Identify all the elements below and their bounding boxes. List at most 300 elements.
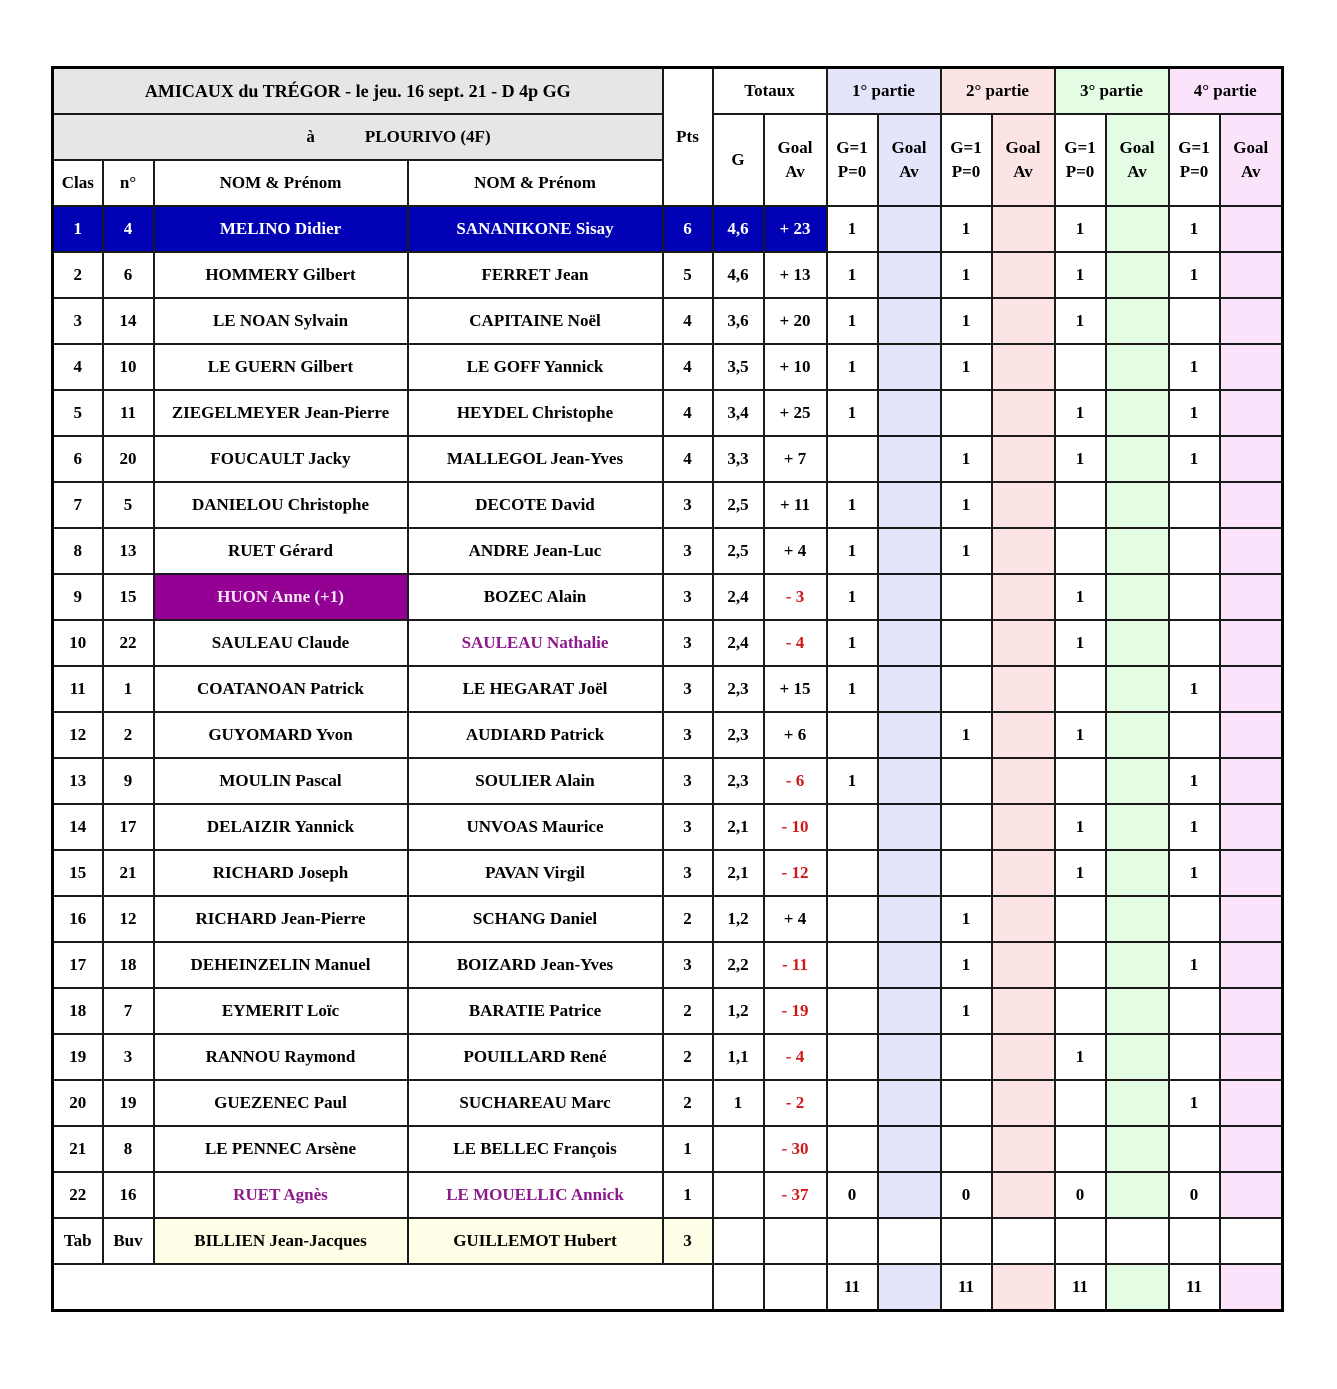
partie-3-result-cell [1055,758,1106,804]
partie-3-result-cell: 1 [1055,436,1106,482]
partie-1-result-cell [827,1034,878,1080]
rank-cell: 6 [53,436,103,482]
partie-2-result-cell: 1 [941,252,992,298]
partie-4-result-cell: 1 [1169,666,1220,712]
partie-3-total-cell: 11 [1055,1264,1106,1311]
team-number-cell: 14 [103,298,154,344]
table-row [53,666,1283,712]
team-number-cell: 18 [103,942,154,988]
rank-cell: 18 [53,988,103,1034]
player2-name-cell: FERRET Jean [408,252,663,298]
partie-2-result-cell [941,850,992,896]
partie-3-goal-cell [1106,344,1169,390]
player2-name-cell: BOIZARD Jean-Yves [408,942,663,988]
buvette-partie-3-result-cell [1055,1218,1106,1264]
partie-2-result-cell: 1 [941,988,992,1034]
partie-2-result-cell: 1 [941,436,992,482]
team-number-cell: 8 [103,1126,154,1172]
goal-average-cell: + 23 [764,206,827,252]
goal-average-cell: + 15 [764,666,827,712]
player2-name-cell: PAVAN Virgil [408,850,663,896]
partie-1-goal-cell [878,390,941,436]
partie-2-goal-cell [992,436,1055,482]
partie-2-goal-cell [992,344,1055,390]
partie-4-result-cell: 1 [1169,436,1220,482]
partie-1-result-cell [827,804,878,850]
team-number-cell: 7 [103,988,154,1034]
g-total-cell: 2,3 [713,666,764,712]
partie-1-goal-cell [878,436,941,482]
partie-2-goal-cell [992,850,1055,896]
buvette-row [53,1218,1283,1264]
partie-2-goal-cell [992,804,1055,850]
partie-1-result-cell: 1 [827,252,878,298]
team-number-cell: 10 [103,344,154,390]
points-cell: 4 [663,298,713,344]
partie-2-goal-cell [992,206,1055,252]
buvette-points-cell: 3 [663,1218,713,1264]
table-row [53,528,1283,574]
player2-name-cell: SUCHAREAU Marc [408,1080,663,1126]
partie-1-result-cell [827,436,878,482]
player2-name-cell: LE BELLEC François [408,1126,663,1172]
partie-1-result-cell [827,712,878,758]
partie-2-goal-cell [992,1172,1055,1218]
partie-3-result-cell: 1 [1055,712,1106,758]
team-number-cell: 20 [103,436,154,482]
rank-cell: 17 [53,942,103,988]
points-cell: 4 [663,344,713,390]
goal-average-cell: - 30 [764,1126,827,1172]
partie-2-goal-cell [992,666,1055,712]
partie-1-goal-cell [878,758,941,804]
team-number-cell: 16 [103,1172,154,1218]
partie-3-goal-cell [1106,1172,1169,1218]
header-nom2: NOM & Prénom [408,160,663,206]
totals-goal-cell [764,1264,827,1311]
table-row [53,1172,1283,1218]
partie-2-goal-cell [992,390,1055,436]
partie-4-total-goal-cell [1220,1264,1283,1311]
points-cell: 3 [663,758,713,804]
player2-name-cell: SANANIKONE Sisay [408,206,663,252]
goal-average-cell: + 25 [764,390,827,436]
player2-name-cell: DECOTE David [408,482,663,528]
partie-1-result-cell: 1 [827,528,878,574]
partie-1-goal-cell [878,298,941,344]
partie-4-result-cell: 1 [1169,850,1220,896]
partie-1-goal-cell [878,850,941,896]
partie-3-result-cell: 1 [1055,850,1106,896]
partie-4-goal-cell [1220,298,1283,344]
rank-cell: 4 [53,344,103,390]
team-number-cell: 3 [103,1034,154,1080]
partie-1-total-goal-cell [878,1264,941,1311]
g-total-cell: 2,5 [713,482,764,528]
page-title: AMICAUX du TRÉGOR - le jeu. 16 sept. 21 - D 4p GG [53,68,663,115]
partie-2-result-cell [941,1034,992,1080]
partie-2-result-cell [941,758,992,804]
partie-1-result-cell: 0 [827,1172,878,1218]
partie-1-result-cell: 1 [827,666,878,712]
goal-average-cell: + 4 [764,528,827,574]
partie-3-result-cell: 1 [1055,620,1106,666]
partie-1-goal-cell [878,344,941,390]
partie-2-goal-cell [992,298,1055,344]
rank-cell: 2 [53,252,103,298]
buvette-partie-1-result-cell [827,1218,878,1264]
rank-cell: 5 [53,390,103,436]
g-total-cell: 2,2 [713,942,764,988]
g-total-cell: 3,3 [713,436,764,482]
partie-2-result-cell [941,1080,992,1126]
partie-2-result-cell [941,666,992,712]
rank-cell: 15 [53,850,103,896]
partie-1-goal-cell [878,1080,941,1126]
goal-average-cell: + 20 [764,298,827,344]
buvette-partie-4-goal-cell [1220,1218,1283,1264]
goal-average-cell: + 4 [764,896,827,942]
partie-3-result-cell: 1 [1055,252,1106,298]
partie-4-total-cell: 11 [1169,1264,1220,1311]
header-partie-1: 1° partie [827,68,941,115]
partie-4-goal-cell [1220,620,1283,666]
partie-4-result-cell: 1 [1169,206,1220,252]
partie-2-result-cell: 0 [941,1172,992,1218]
player1-name-cell: COATANOAN Patrick [154,666,408,712]
location-prefix: à [306,127,315,146]
partie-1-goal-cell [878,942,941,988]
partie-3-result-cell: 1 [1055,574,1106,620]
partie-4-goal-cell [1220,712,1283,758]
buvette-label-tab: Tab [53,1218,103,1264]
table-row [53,804,1283,850]
partie-2-result-cell [941,1126,992,1172]
points-cell: 3 [663,528,713,574]
player1-name-cell: DANIELOU Christophe [154,482,408,528]
partie-1-goal-cell [878,528,941,574]
points-cell: 5 [663,252,713,298]
partie-3-goal-cell [1106,620,1169,666]
header-nom1: NOM & Prénom [154,160,408,206]
partie-4-result-cell [1169,482,1220,528]
partie-3-result-cell [1055,942,1106,988]
buvette-player2-cell: GUILLEMOT Hubert [408,1218,663,1264]
header-goal-av: Goal Av [764,114,827,206]
g-total-cell [713,1126,764,1172]
header-partie-4: 4° partie [1169,68,1283,115]
points-cell: 3 [663,574,713,620]
table-row [53,206,1283,252]
rank-cell: 19 [53,1034,103,1080]
g-total-cell [713,1172,764,1218]
goal-average-cell: - 6 [764,758,827,804]
player2-name-cell: AUDIARD Patrick [408,712,663,758]
partie-1-result-cell [827,1080,878,1126]
partie-3-result-cell [1055,344,1106,390]
player2-name-cell: MALLEGOL Jean-Yves [408,436,663,482]
partie-2-goal-cell [992,988,1055,1034]
g-total-cell: 1,2 [713,988,764,1034]
partie-1-goal-cell [878,666,941,712]
player2-name-cell: LE MOUELLIC Annick [408,1172,663,1218]
team-number-cell: 21 [103,850,154,896]
partie-1-result-cell: 1 [827,390,878,436]
partie-3-goal-cell [1106,666,1169,712]
partie-1-result-cell: 1 [827,758,878,804]
rank-cell: 13 [53,758,103,804]
table-row [53,850,1283,896]
player1-name-cell: GUEZENEC Paul [154,1080,408,1126]
partie-4-goal-cell [1220,758,1283,804]
table-row [53,1126,1283,1172]
partie-1-result-cell: 1 [827,298,878,344]
partie-3-goal-cell [1106,942,1169,988]
table-row [53,482,1283,528]
player2-name-cell: LE GOFF Yannick [408,344,663,390]
location [53,114,663,160]
player2-name-cell: POUILLARD René [408,1034,663,1080]
g-total-cell: 1,2 [713,896,764,942]
g-total-cell: 3,6 [713,298,764,344]
points-cell: 4 [663,390,713,436]
partie-4-goal-cell [1220,804,1283,850]
partie-3-result-cell [1055,896,1106,942]
partie-3-goal-cell [1106,1080,1169,1126]
points-cell: 3 [663,942,713,988]
partie-4-result-cell: 1 [1169,252,1220,298]
partie-2-result-cell [941,804,992,850]
player1-name-cell: LE NOAN Sylvain [154,298,408,344]
g-total-cell: 3,4 [713,390,764,436]
partie-3-goal-cell [1106,1126,1169,1172]
points-cell: 2 [663,1034,713,1080]
player2-name-cell: UNVOAS Maurice [408,804,663,850]
g-total-cell: 2,3 [713,758,764,804]
partie-3-goal-cell [1106,390,1169,436]
partie-4-result-cell: 1 [1169,390,1220,436]
partie-4-goal-cell [1220,390,1283,436]
team-number-cell: 5 [103,482,154,528]
partie-2-goal-cell [992,620,1055,666]
partie-2-goal-cell [992,712,1055,758]
goal-average-cell: + 7 [764,436,827,482]
partie-3-result-cell: 1 [1055,1034,1106,1080]
partie-4-goal-cell [1220,574,1283,620]
partie-3-goal-cell [1106,528,1169,574]
table-row [53,390,1283,436]
partie-2-result-cell: 1 [941,298,992,344]
player1-name-cell: RICHARD Joseph [154,850,408,896]
partie-4-goal-cell [1220,1080,1283,1126]
rank-cell: 11 [53,666,103,712]
partie-3-result-cell: 1 [1055,390,1106,436]
points-cell: 6 [663,206,713,252]
points-cell: 2 [663,1080,713,1126]
rank-cell: 10 [53,620,103,666]
g-total-cell: 4,6 [713,252,764,298]
buvette-partie-2-result-cell [941,1218,992,1264]
goal-average-cell: - 3 [764,574,827,620]
partie-3-goal-cell [1106,252,1169,298]
partie-2-result-cell: 1 [941,712,992,758]
buvette-player1-cell: BILLIEN Jean-Jacques [154,1218,408,1264]
rank-cell: 16 [53,896,103,942]
partie-2-result-cell: 1 [941,528,992,574]
header-p1-gp: G=1 P=0 [827,114,878,206]
partie-2-goal-cell [992,1080,1055,1126]
team-number-cell: 6 [103,252,154,298]
player2-name-cell: SOULIER Alain [408,758,663,804]
partie-1-result-cell: 1 [827,620,878,666]
goal-average-cell: + 6 [764,712,827,758]
partie-2-goal-cell [992,528,1055,574]
header-p1-goal: Goal Av [878,114,941,206]
partie-2-goal-cell [992,896,1055,942]
partie-2-goal-cell [992,482,1055,528]
partie-4-result-cell: 0 [1169,1172,1220,1218]
partie-4-result-cell [1169,298,1220,344]
partie-4-result-cell: 1 [1169,758,1220,804]
header-p4-gp: G=1 P=0 [1169,114,1220,206]
team-number-cell: 4 [103,206,154,252]
rank-cell: 20 [53,1080,103,1126]
team-number-cell: 15 [103,574,154,620]
rank-cell: 3 [53,298,103,344]
partie-1-goal-cell [878,804,941,850]
partie-1-goal-cell [878,206,941,252]
table-row [53,942,1283,988]
goal-average-cell: - 4 [764,1034,827,1080]
partie-4-goal-cell [1220,1172,1283,1218]
partie-4-goal-cell [1220,252,1283,298]
table-row [53,758,1283,804]
rank-cell: 7 [53,482,103,528]
player2-name-cell: LE HEGARAT Joël [408,666,663,712]
partie-1-total-cell: 11 [827,1264,878,1311]
g-total-cell: 2,5 [713,528,764,574]
partie-3-goal-cell [1106,896,1169,942]
team-number-cell: 13 [103,528,154,574]
g-total-cell: 3,5 [713,344,764,390]
buvette-partie-2-goal-cell [992,1218,1055,1264]
partie-3-result-cell [1055,528,1106,574]
player1-name-cell: LE GUERN Gilbert [154,344,408,390]
player2-name-cell: SAULEAU Nathalie [408,620,663,666]
partie-2-result-cell: 1 [941,206,992,252]
partie-3-result-cell: 1 [1055,804,1106,850]
points-cell: 3 [663,620,713,666]
player2-name-cell: SCHANG Daniel [408,896,663,942]
player1-name-cell: DEHEINZELIN Manuel [154,942,408,988]
points-cell: 3 [663,712,713,758]
partie-3-goal-cell [1106,298,1169,344]
header-p4-goal: Goal Av [1220,114,1283,206]
player1-name-cell: RANNOU Raymond [154,1034,408,1080]
partie-1-result-cell [827,988,878,1034]
table-row [53,988,1283,1034]
team-number-cell: 1 [103,666,154,712]
goal-average-cell: - 37 [764,1172,827,1218]
team-number-cell: 22 [103,620,154,666]
partie-2-result-cell: 1 [941,344,992,390]
partie-2-result-cell: 1 [941,896,992,942]
partie-2-goal-cell [992,1126,1055,1172]
player2-name-cell: BOZEC Alain [408,574,663,620]
partie-1-result-cell [827,850,878,896]
rank-cell: 8 [53,528,103,574]
buvette-partie-4-result-cell [1169,1218,1220,1264]
table-row [53,896,1283,942]
header-row-1 [53,68,1283,115]
partie-2-goal-cell [992,252,1055,298]
partie-3-result-cell [1055,1080,1106,1126]
partie-3-goal-cell [1106,712,1169,758]
player1-name-cell: EYMERIT Loïc [154,988,408,1034]
player2-name-cell: ANDRE Jean-Luc [408,528,663,574]
partie-2-goal-cell [992,1034,1055,1080]
partie-2-result-cell: 1 [941,942,992,988]
header-p3-gp: G=1 P=0 [1055,114,1106,206]
partie-3-goal-cell [1106,758,1169,804]
partie-4-result-cell [1169,896,1220,942]
partie-4-goal-cell [1220,1126,1283,1172]
partie-3-result-cell [1055,666,1106,712]
points-cell: 3 [663,850,713,896]
partie-1-result-cell: 1 [827,482,878,528]
table-row [53,436,1283,482]
player1-name-cell: LE PENNEC Arsène [154,1126,408,1172]
table-row [53,252,1283,298]
header-p3-goal: Goal Av [1106,114,1169,206]
partie-3-result-cell [1055,988,1106,1034]
goal-average-cell: - 4 [764,620,827,666]
goal-average-cell: - 12 [764,850,827,896]
header-no: n° [103,160,154,206]
g-total-cell: 2,4 [713,574,764,620]
rank-cell: 12 [53,712,103,758]
rank-cell: 22 [53,1172,103,1218]
table-row [53,712,1283,758]
header-totaux: Totaux [713,68,827,115]
points-cell: 1 [663,1172,713,1218]
partie-2-result-cell: 1 [941,482,992,528]
partie-3-result-cell [1055,482,1106,528]
partie-4-goal-cell [1220,896,1283,942]
partie-4-result-cell [1169,574,1220,620]
partie-3-total-goal-cell [1106,1264,1169,1311]
partie-1-goal-cell [878,896,941,942]
partie-2-goal-cell [992,574,1055,620]
player2-name-cell: HEYDEL Christophe [408,390,663,436]
partie-4-goal-cell [1220,988,1283,1034]
player1-name-cell: ZIEGELMEYER Jean-Pierre [154,390,408,436]
header-pts: Pts [663,68,713,207]
partie-3-goal-cell [1106,206,1169,252]
table-row [53,1080,1283,1126]
partie-4-goal-cell [1220,1034,1283,1080]
team-number-cell: 9 [103,758,154,804]
partie-1-result-cell: 1 [827,344,878,390]
g-total-cell: 1,1 [713,1034,764,1080]
partie-3-goal-cell [1106,988,1169,1034]
partie-3-result-cell: 1 [1055,298,1106,344]
partie-3-goal-cell [1106,1034,1169,1080]
buvette-g-cell [713,1218,764,1264]
player1-name-cell: MOULIN Pascal [154,758,408,804]
partie-3-goal-cell [1106,436,1169,482]
points-cell: 3 [663,666,713,712]
